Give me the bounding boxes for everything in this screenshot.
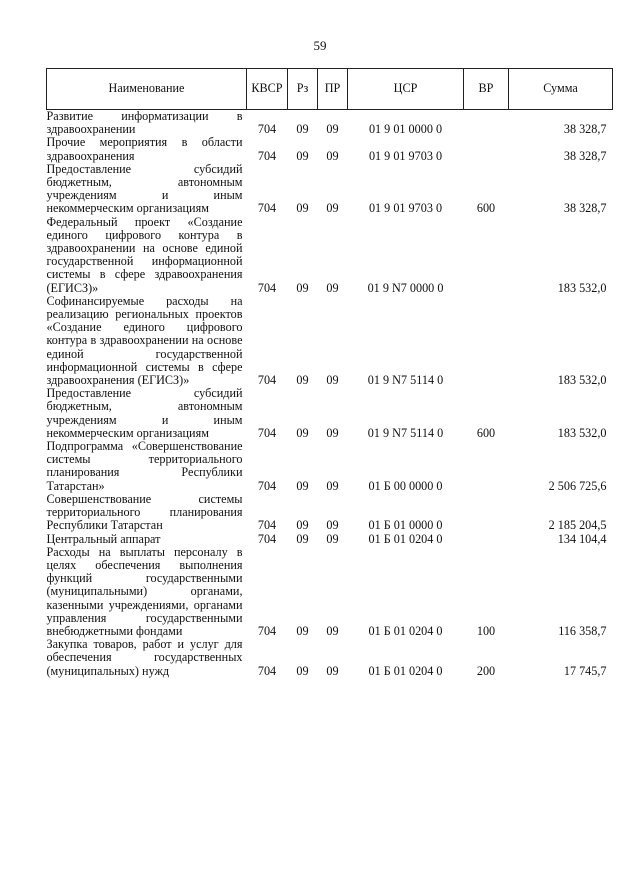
- row-name: Центральный аппарат: [46, 531, 161, 546]
- table-row: [47, 533, 613, 546]
- header-csr: ЦСР: [348, 69, 464, 110]
- row-pr: 09: [326, 663, 339, 678]
- row-pr: 09: [326, 425, 339, 440]
- row-sum: 183 532,0: [557, 425, 607, 440]
- row-rz: 09: [296, 122, 309, 137]
- row-kvsr: 704: [257, 148, 277, 163]
- header-sum: Сумма: [509, 69, 613, 110]
- row-name: Предоставление субсидий бюджетным, автономным учреждениям и иным некоммерческим организациям: [46, 161, 243, 216]
- row-vr: [464, 493, 509, 533]
- row-csr: 01 Б 01 0204 0: [368, 623, 443, 638]
- row-kvsr: 704: [257, 425, 277, 440]
- row-name: Закупка товаров, работ и услуг для обеспечения государственных (муниципальных) нужд: [46, 637, 243, 678]
- row-kvsr: 704: [257, 201, 277, 216]
- row-name: Расходы на выплаты персоналу в целях обеспечения выполнения функций государственными (муниципальными) органами, казенными учреждениями, органами управления государственными внебюджетными фондами: [46, 544, 243, 638]
- table-row: [47, 216, 613, 295]
- table-body: [47, 110, 613, 678]
- row-csr: 01 Б 01 0204 0: [368, 531, 443, 546]
- row-kvsr: 704: [257, 663, 277, 678]
- row-name: Прочие мероприятия в области здравоохранения: [46, 135, 243, 163]
- table-row: [47, 163, 613, 216]
- row-sum: 2 506 725,6: [548, 478, 607, 493]
- row-sum: 183 532,0: [557, 280, 607, 295]
- table-row: [47, 546, 613, 638]
- row-rz: 09: [296, 531, 309, 546]
- header-rz: Рз: [288, 69, 318, 110]
- row-pr: 09: [326, 280, 339, 295]
- row-name: Софинансируемые расходы на реализацию региональных проектов «Создание единого цифрового контура в здравоохранении на основе единой государственной информационной системы в сфере здравоохранения (ЕГИСЗ)»: [46, 293, 243, 388]
- row-kvsr: 704: [257, 280, 277, 295]
- row-vr: [464, 110, 509, 137]
- row-rz: 09: [296, 478, 309, 493]
- row-pr: 09: [326, 201, 339, 216]
- row-pr: 09: [326, 478, 339, 493]
- row-sum: 38 328,7: [563, 148, 607, 163]
- budget-table: [46, 68, 613, 678]
- header-kvsr: КВСР: [247, 69, 288, 110]
- row-vr: [464, 440, 509, 493]
- row-rz: 09: [296, 373, 309, 388]
- row-rz: 09: [296, 201, 309, 216]
- row-vr: [464, 533, 509, 546]
- header-vr: ВР: [464, 69, 509, 110]
- row-csr: 01 Б 01 0000 0: [368, 518, 443, 533]
- row-name: Развитие информатизации в здравоохранении: [46, 109, 243, 137]
- row-name: Федеральный проект «Создание единого цифрового контура в здравоохранении на основе единой государственной информационной системы в сфере здравоохранения (ЕГИСЗ)»: [46, 214, 243, 295]
- table-row: [47, 295, 613, 387]
- table-header: [47, 69, 613, 110]
- row-sum: 17 745,7: [563, 663, 607, 678]
- header-pr: ПР: [318, 69, 348, 110]
- row-vr: [464, 295, 509, 387]
- row-pr: 09: [326, 518, 339, 533]
- row-sum: 2 185 204,5: [548, 518, 607, 533]
- row-rz: 09: [296, 623, 309, 638]
- row-csr: 01 9 N7 5114 0: [367, 373, 444, 388]
- row-csr: 01 9 N7 5114 0: [367, 425, 444, 440]
- row-vr: [464, 216, 509, 295]
- row-sum: 116 358,7: [558, 623, 607, 638]
- row-pr: 09: [326, 531, 339, 546]
- row-pr: 09: [326, 373, 339, 388]
- row-vr: 100: [476, 623, 496, 638]
- row-kvsr: 704: [257, 531, 277, 546]
- table-row: [47, 493, 613, 533]
- page-number: 59: [313, 38, 327, 53]
- row-csr: 01 Б 00 0000 0: [368, 478, 443, 493]
- row-name: Подпрограмма «Совершенствование системы территориального планирования Республики Татарстан»: [46, 439, 243, 493]
- table-row: [47, 440, 613, 493]
- row-name: Совершенствование системы территориального планирования Республики Татарстан: [46, 491, 243, 533]
- table-row: [47, 638, 613, 678]
- row-csr: 01 Б 01 0204 0: [368, 663, 443, 678]
- row-sum: 38 328,7: [563, 201, 607, 216]
- row-name: Предоставление субсидий бюджетным, автономным учреждениям и иным некоммерческим организациям: [46, 386, 243, 440]
- row-kvsr: 704: [257, 478, 277, 493]
- row-pr: 09: [326, 148, 339, 163]
- row-rz: 09: [296, 518, 309, 533]
- table-row: [47, 136, 613, 162]
- row-rz: 09: [296, 663, 309, 678]
- row-kvsr: 704: [257, 623, 277, 638]
- row-csr: 01 9 N7 0000 0: [367, 280, 444, 295]
- row-kvsr: 704: [257, 518, 277, 533]
- row-sum: 134 104,4: [557, 531, 607, 546]
- table-row: [47, 110, 613, 137]
- row-vr: 200: [476, 663, 496, 678]
- row-csr: 01 9 01 9703 0: [368, 148, 443, 163]
- row-pr: 09: [326, 122, 339, 137]
- row-sum: 183 532,0: [557, 373, 607, 388]
- header-name: Наименование: [47, 69, 247, 110]
- table-row: [47, 387, 613, 440]
- row-rz: 09: [296, 148, 309, 163]
- row-vr: 600: [476, 425, 496, 440]
- row-kvsr: 704: [257, 122, 277, 137]
- row-rz: 09: [296, 280, 309, 295]
- row-pr: 09: [326, 623, 339, 638]
- row-csr: 01 9 01 0000 0: [368, 122, 443, 137]
- row-kvsr: 704: [257, 373, 277, 388]
- row-sum: 38 328,7: [563, 122, 607, 137]
- row-rz: 09: [296, 425, 309, 440]
- row-vr: [464, 136, 509, 162]
- row-csr: 01 9 01 9703 0: [368, 201, 443, 216]
- row-vr: 600: [476, 201, 496, 216]
